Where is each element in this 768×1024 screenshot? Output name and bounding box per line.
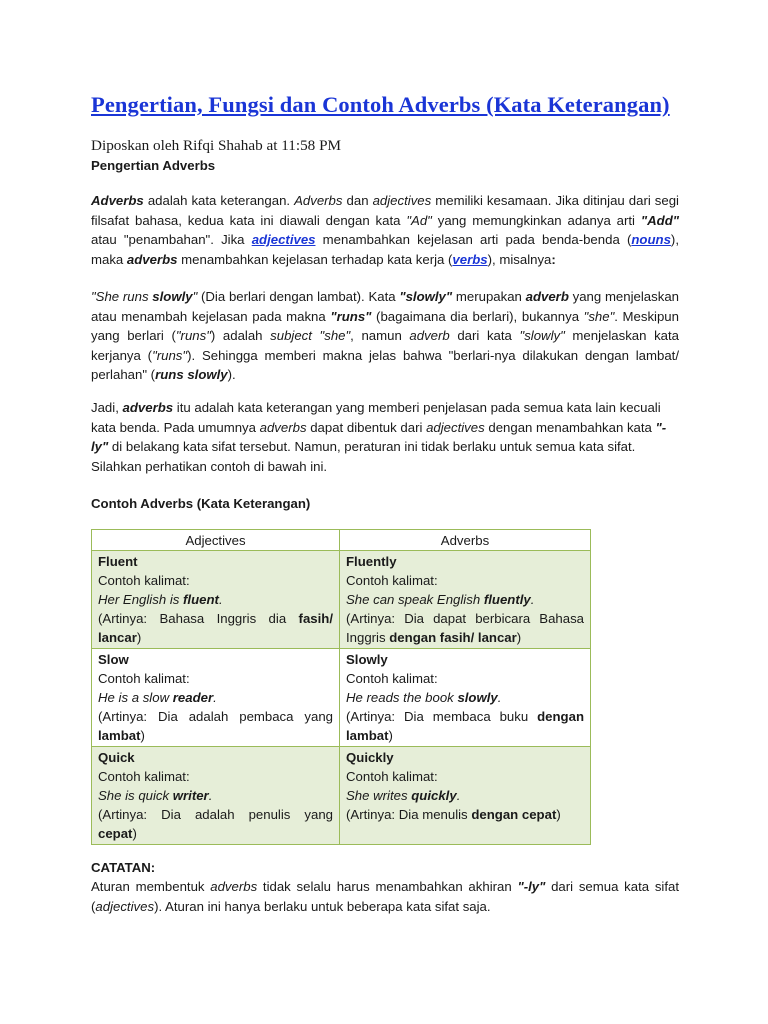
page-title[interactable]: Pengertian, Fungsi dan Contoh Adverbs (Kata Keterangan) xyxy=(91,92,670,117)
column-header-adverbs: Adverbs xyxy=(340,530,591,551)
adverb-cell xyxy=(340,747,591,845)
example-label: Contoh kalimat: xyxy=(346,573,438,588)
adjective-word: Quick xyxy=(98,750,135,765)
meaning-line: cepat) xyxy=(98,826,137,841)
meaning-line: lancar) xyxy=(98,630,142,645)
link-nouns[interactable]: nouns xyxy=(631,232,671,247)
example-sentence: She is quick writer. xyxy=(98,788,213,803)
example-sentence: He is a slow reader. xyxy=(98,690,217,705)
adjective-cell xyxy=(92,551,340,649)
adverb-word: Slowly xyxy=(346,652,388,667)
paragraph-definition: Adverbs adalah kata keterangan. Adverbs dan adjectives memiliki kesamaan. Jika ditinjau dari segi filsafat bahasa, kedua kata ini diawali dengan kata "Ad" yang memungkinkan adanya arti "Add" atau "penambahan". Jika adjectives menambahkan kejelasan arti pada benda-benda (nouns), maka adverbs menambahkan kejelasan terhadap kata kerja (verbs), misalnya: xyxy=(91,193,679,267)
table-row xyxy=(92,551,591,649)
examples-heading: Contoh Adverbs (Kata Keterangan) xyxy=(91,496,311,511)
post-byline: Diposkan oleh Rifqi Shahab at 11:58 PM xyxy=(91,137,342,154)
notes-heading: CATATAN: xyxy=(91,860,156,875)
link-adjectives[interactable]: adjectives xyxy=(251,232,316,247)
example-label: Contoh kalimat: xyxy=(98,573,190,588)
adverb-word: Quickly xyxy=(346,750,394,765)
meaning-line: (Artinya: Dia dapat berbicara Bahasa xyxy=(346,611,584,626)
example-sentence: She writes quickly. xyxy=(346,788,461,803)
meaning-line: (Artinya: Dia adalah pembaca yang xyxy=(98,709,333,724)
example-sentence: Her English is fluent. xyxy=(98,592,223,607)
section-heading: Pengertian Adverbs xyxy=(91,158,216,173)
meaning-line: (Artinya: Dia adalah penulis yang xyxy=(98,807,333,822)
meaning-line: (Artinya: Dia menulis dengan cepat) xyxy=(346,807,561,822)
meaning-line: lambat) xyxy=(346,728,393,743)
paragraph-summary: Jadi, adverbs itu adalah kata keterangan yang memberi penjelasan pada semua kata lain kecuali kata benda. Pada umumnya adverbs dapat dibentuk dari adjectives dengan menambahkan kata "-ly" di belakang kata sifat tersebut. Namun, peraturan ini tidak berlaku untuk semua kata sifat. Silahkan perhatikan contoh di bawah ini. xyxy=(91,400,667,474)
example-label: Contoh kalimat: xyxy=(98,769,190,784)
meaning-line: (Artinya: Dia membaca buku dengan xyxy=(346,709,584,724)
adverbs-table xyxy=(91,529,591,845)
table-row xyxy=(92,649,591,747)
table-row xyxy=(92,747,591,845)
example-label: Contoh kalimat: xyxy=(346,769,438,784)
adverb-word: Fluently xyxy=(346,554,397,569)
example-sentence: She can speak English fluently. xyxy=(346,592,535,607)
notes-paragraph: Aturan membentuk adverbs tidak selalu harus menambahkan akhiran "-ly" dari semua kata sifat (adjectives). Aturan ini hanya berlaku untuk beberapa kata sifat saja. xyxy=(91,879,680,914)
meaning-line: Inggris dengan fasih/ lancar) xyxy=(346,630,522,645)
adjective-cell xyxy=(92,649,340,747)
meaning-line: (Artinya: Bahasa Inggris dia fasih/ xyxy=(98,611,333,626)
adjective-cell xyxy=(92,747,340,845)
adverb-cell xyxy=(340,551,591,649)
example-label: Contoh kalimat: xyxy=(346,671,438,686)
adverb-cell xyxy=(340,649,591,747)
adjective-word: Slow xyxy=(98,652,129,667)
link-verbs[interactable]: verbs xyxy=(452,251,488,267)
example-label: Contoh kalimat: xyxy=(98,671,190,686)
paragraph-example: "She runs slowly" (Dia berlari dengan lambat). Kata "slowly" merupakan adverb yang menjelaskan atau menambah kejelasan pada makna "runs" (bagaimana dia berlari), bukannya "she". Meskipun yang berlari ("runs") adalah subject "she", namun adverb dari kata "slowly" menjelaskan kata kerjanya ("runs"). Sehingga memberi makna jelas bahwa "berlari-nya dilakukan dengan lambat/ perlahan" (runs slowly). xyxy=(91,289,680,382)
example-sentence: He reads the book slowly. xyxy=(346,690,502,705)
meaning-line: lambat) xyxy=(98,728,145,743)
column-header-adjectives: Adjectives xyxy=(92,530,340,551)
adjective-word: Fluent xyxy=(98,554,138,569)
